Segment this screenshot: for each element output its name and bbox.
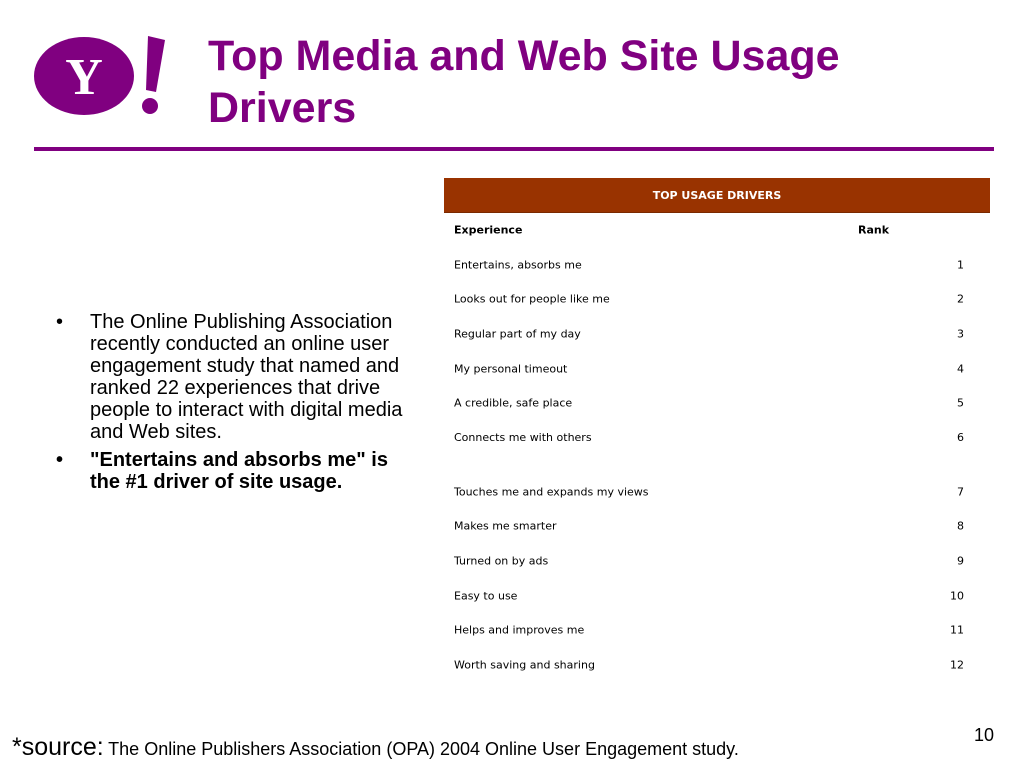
- bullet-icon: •: [56, 311, 64, 333]
- rank-cell: 4: [957, 362, 964, 376]
- rank-cell: 8: [957, 519, 964, 533]
- column-header-rank: Rank: [858, 223, 890, 237]
- rank-cell: 1: [957, 258, 964, 272]
- rank-cell: 10: [950, 589, 964, 603]
- table-row: [444, 317, 990, 352]
- source-label: *source:: [12, 733, 104, 761]
- rank-cell: 2: [957, 292, 964, 306]
- table-row: [444, 386, 990, 421]
- page-title: [208, 30, 988, 134]
- bullet-text: The Online Publishing Association recently conducted an online user engagement study that named and ranked 22 experiences that drive people to interact with digital media and Web sites.: [90, 311, 403, 443]
- rank-cell: 3: [957, 327, 964, 341]
- rank-cell: 5: [957, 396, 964, 410]
- table-row: [444, 648, 990, 683]
- yahoo-logo-mark: [32, 30, 172, 120]
- rank-cell: 9: [957, 554, 964, 568]
- table-row: [444, 421, 990, 475]
- table-row: [444, 248, 990, 283]
- rank-cell: 6: [957, 430, 964, 444]
- page-number: 10: [974, 725, 995, 745]
- column-header-experience: Experience: [454, 223, 523, 237]
- rank-cell: 12: [950, 658, 964, 672]
- experience-cell: Regular part of my day: [454, 327, 581, 341]
- experience-cell: My personal timeout: [454, 362, 568, 376]
- usage-drivers-table: [444, 178, 990, 682]
- experience-cell: Looks out for people like me: [454, 292, 610, 306]
- bullet-text: "Entertains and absorbs me" is the #1 driver of site usage.: [90, 449, 388, 493]
- yahoo-logo: [32, 30, 172, 120]
- table-title: TOP USAGE DRIVERS: [444, 178, 990, 213]
- source-text: The Online Publishers Association (OPA) 2004 Online User Engagement study.: [108, 739, 739, 759]
- svg-text:Y: Y: [65, 49, 103, 106]
- experience-cell: Touches me and expands my views: [454, 485, 649, 499]
- experience-cell: Easy to use: [454, 589, 518, 603]
- experience-cell: A credible, safe place: [454, 396, 573, 410]
- table-row: [444, 509, 990, 544]
- bullet-item: [52, 449, 408, 493]
- experience-cell: Entertains, absorbs me: [454, 258, 582, 272]
- table-row: [444, 544, 990, 579]
- rank-cell: 11: [950, 623, 964, 637]
- experience-cell: Turned on by ads: [454, 554, 549, 568]
- table-row: [444, 351, 990, 386]
- title-divider: [34, 147, 994, 151]
- bullet-icon: •: [56, 449, 64, 471]
- table-column-header-row: [444, 213, 990, 248]
- experience-cell: Helps and improves me: [454, 623, 585, 637]
- title-line-2: Drivers: [208, 84, 357, 132]
- rank-cell: 7: [957, 485, 964, 499]
- experience-cell: Worth saving and sharing: [454, 658, 595, 672]
- experience-cell: Makes me smarter: [454, 519, 557, 533]
- table-row: [444, 475, 990, 510]
- table-row: [444, 613, 990, 648]
- table-row: [444, 578, 990, 613]
- experience-cell: Connects me with others: [454, 430, 592, 444]
- title-line-1: Top Media and Web Site Usage: [208, 32, 840, 80]
- table-row: [444, 282, 990, 317]
- source-citation: [12, 733, 912, 762]
- bullet-list: [52, 311, 408, 499]
- bullet-item: [52, 311, 408, 443]
